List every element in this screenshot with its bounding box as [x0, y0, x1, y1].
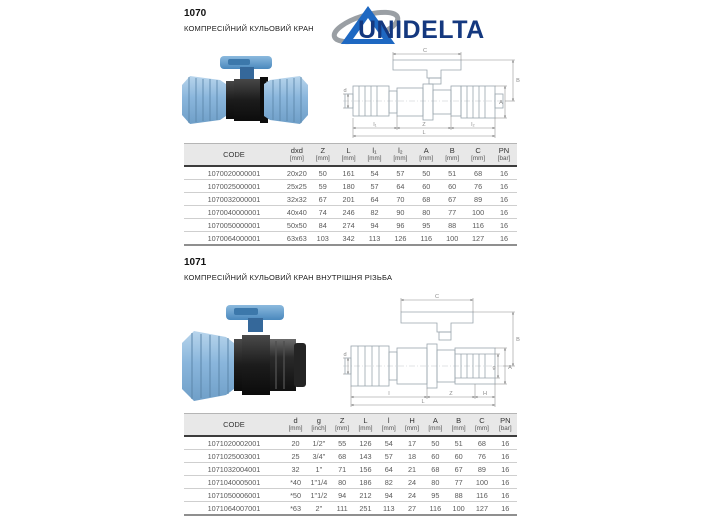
- table-cell: 1071025003001: [184, 450, 284, 463]
- dim-label-l: l: [388, 391, 390, 397]
- table-cell: 82: [377, 476, 400, 489]
- table-cell: 51: [447, 436, 470, 450]
- table-cell: 67: [447, 463, 470, 476]
- table-cell: 16: [491, 180, 517, 193]
- table-cell: 25x25: [284, 180, 310, 193]
- column-header: l₂ [mm]: [387, 144, 413, 167]
- section-title-1071: КОМПРЕСІЙНИЙ КУЛЬОВИЙ КРАН ВНУТРІШНЯ РІЗЬБА: [184, 273, 393, 282]
- table-cell: 126: [387, 232, 413, 246]
- table-cell: 82: [362, 206, 388, 219]
- table-cell: 88: [439, 219, 465, 232]
- dim-label-h: H: [482, 391, 488, 397]
- table-cell: 64: [377, 463, 400, 476]
- dim-label-L: L: [421, 399, 425, 405]
- table-cell: 64: [387, 180, 413, 193]
- table-cell: 51: [439, 166, 465, 180]
- table-cell: 16: [491, 232, 517, 246]
- table-cell: 76: [470, 450, 493, 463]
- table-cell: 17: [400, 436, 423, 450]
- table-cell: 50: [424, 436, 447, 450]
- column-header: B [mm]: [439, 144, 465, 167]
- table-cell: 16: [494, 502, 517, 516]
- column-header: L [mm]: [354, 414, 377, 437]
- table-cell: 80: [413, 206, 439, 219]
- table-cell: 96: [387, 219, 413, 232]
- column-header: B [mm]: [447, 414, 470, 437]
- table-cell: 63x63: [284, 232, 310, 246]
- compression-nut: [182, 331, 234, 401]
- dim-label-l2: l₂: [471, 122, 475, 128]
- table-cell: 67: [310, 193, 336, 206]
- table-cell: 2": [307, 502, 330, 516]
- table-cell: 143: [354, 450, 377, 463]
- dim-label-z: Z: [449, 391, 453, 397]
- table-cell: 100: [465, 206, 491, 219]
- dim-label-d: d: [343, 352, 347, 358]
- table-cell: 1071032004001: [184, 463, 284, 476]
- column-header: Z [mm]: [331, 414, 354, 437]
- table-cell: 54: [377, 436, 400, 450]
- table-row: [184, 180, 517, 193]
- column-header: l₁ [mm]: [362, 144, 388, 167]
- table-cell: 111: [331, 502, 354, 516]
- table-cell: 57: [377, 450, 400, 463]
- column-header: CODE: [184, 144, 284, 167]
- table-cell: 251: [354, 502, 377, 516]
- table-cell: 60: [413, 180, 439, 193]
- table-cell: 25: [284, 450, 307, 463]
- female-thread-end: [270, 339, 296, 391]
- table-cell: 94: [377, 489, 400, 502]
- dim-label-a: A: [508, 365, 512, 371]
- table-cell: 16: [491, 166, 517, 180]
- table-cell: 54: [362, 166, 388, 180]
- dim-label-a: A: [499, 100, 503, 106]
- dim-label-z: Z: [422, 122, 426, 128]
- table-cell: 95: [424, 489, 447, 502]
- table-cell: 60: [447, 450, 470, 463]
- table-cell: 113: [362, 232, 388, 246]
- table-cell: 1/2": [307, 436, 330, 450]
- table-cell: 68: [465, 166, 491, 180]
- technical-drawing-1070: [343, 48, 521, 141]
- table-cell: 156: [354, 463, 377, 476]
- dim-label-L: L: [422, 130, 426, 136]
- table-cell: 50: [413, 166, 439, 180]
- table-cell: 1070040000001: [184, 206, 284, 219]
- table-cell: 76: [465, 180, 491, 193]
- table-cell: 84: [310, 219, 336, 232]
- table-cell: 16: [494, 476, 517, 489]
- table-cell: 59: [310, 180, 336, 193]
- table-cell: 1070032000001: [184, 193, 284, 206]
- section-code-1071: 1071: [184, 257, 207, 268]
- table-cell: *50: [284, 489, 307, 502]
- column-header: g [inch]: [307, 414, 330, 437]
- table-cell: 116: [470, 489, 493, 502]
- column-header: H [mm]: [400, 414, 423, 437]
- table-cell: 116: [413, 232, 439, 246]
- table-cell: 161: [336, 166, 362, 180]
- table-header-row: [184, 144, 517, 167]
- table-row: [184, 502, 517, 516]
- table-cell: 32: [284, 463, 307, 476]
- table-cell: 68: [413, 193, 439, 206]
- table-row: [184, 450, 517, 463]
- table-cell: 100: [439, 232, 465, 246]
- logo-text: UNIDELTA: [358, 16, 485, 44]
- product-photo-1070: [180, 53, 310, 135]
- table-cell: 246: [336, 206, 362, 219]
- dim-label-g: g: [492, 365, 496, 371]
- table-cell: 1070025000001: [184, 180, 284, 193]
- table-cell: 50: [310, 166, 336, 180]
- column-header: C [mm]: [465, 144, 491, 167]
- table-cell: 21: [400, 463, 423, 476]
- table-cell: 68: [331, 450, 354, 463]
- table-cell: 127: [465, 232, 491, 246]
- table-cell: 1070064000001: [184, 232, 284, 246]
- table-cell: 50x50: [284, 219, 310, 232]
- technical-drawing-1071: [343, 292, 521, 410]
- dim-label-b: B: [516, 337, 520, 343]
- column-header: dxd [mm]: [284, 144, 310, 167]
- table-cell: 1071020002001: [184, 436, 284, 450]
- column-header: l [mm]: [377, 414, 400, 437]
- column-header: A [mm]: [413, 144, 439, 167]
- table-cell: 20x20: [284, 166, 310, 180]
- table-cell: 126: [354, 436, 377, 450]
- table-cell: 89: [470, 463, 493, 476]
- table-row: [184, 232, 517, 246]
- table-cell: 16: [494, 436, 517, 450]
- unidelta-logo: [330, 5, 508, 47]
- table-cell: 24: [400, 489, 423, 502]
- table-cell: 16: [494, 463, 517, 476]
- table-cell: 20: [284, 436, 307, 450]
- table-cell: 1"1/4: [307, 476, 330, 489]
- dim-label-c: C: [434, 294, 440, 300]
- table-cell: 274: [336, 219, 362, 232]
- table-cell: 180: [336, 180, 362, 193]
- column-header: C [mm]: [470, 414, 493, 437]
- table-row: [184, 166, 517, 180]
- table-cell: 1"1/2: [307, 489, 330, 502]
- table-cell: 100: [470, 476, 493, 489]
- table-cell: 16: [491, 206, 517, 219]
- table-cell: 116: [424, 502, 447, 516]
- table-cell: 40x40: [284, 206, 310, 219]
- product-photo-1071: [180, 297, 310, 407]
- table-cell: 1071064007001: [184, 502, 284, 516]
- table-cell: 16: [491, 193, 517, 206]
- table-row: [184, 219, 517, 232]
- table-cell: 212: [354, 489, 377, 502]
- table-cell: 100: [447, 502, 470, 516]
- table-cell: 94: [362, 219, 388, 232]
- table-cell: 113: [377, 502, 400, 516]
- dim-label-l1: l₁: [373, 122, 377, 128]
- table-cell: 70: [387, 193, 413, 206]
- column-header: Z [mm]: [310, 144, 336, 167]
- table-cell: 74: [310, 206, 336, 219]
- table-cell: 94: [331, 489, 354, 502]
- table-cell: 88: [447, 489, 470, 502]
- table-cell: *40: [284, 476, 307, 489]
- column-header: PN [bar]: [491, 144, 517, 167]
- table-row: [184, 489, 517, 502]
- dimensions-table-1071: [184, 413, 517, 516]
- table-header-row: [184, 414, 517, 437]
- dim-label-d: d: [343, 88, 347, 94]
- table-cell: 95: [413, 219, 439, 232]
- dimensions-table-1070: [184, 143, 517, 246]
- table-row: [184, 463, 517, 476]
- table-cell: 60: [439, 180, 465, 193]
- table-cell: 32x32: [284, 193, 310, 206]
- table-cell: 342: [336, 232, 362, 246]
- table-cell: 80: [424, 476, 447, 489]
- dim-label-b: B: [516, 78, 520, 84]
- valve-body: [234, 79, 262, 121]
- table-cell: 186: [354, 476, 377, 489]
- valve-body: [242, 335, 270, 395]
- table-cell: 103: [310, 232, 336, 246]
- table-row: [184, 206, 517, 219]
- table-cell: *63: [284, 502, 307, 516]
- column-header: A [mm]: [424, 414, 447, 437]
- table-cell: 27: [400, 502, 423, 516]
- table-cell: 16: [494, 450, 517, 463]
- table-cell: 18: [400, 450, 423, 463]
- table-cell: 1": [307, 463, 330, 476]
- table-cell: 16: [494, 489, 517, 502]
- section-code-1070: 1070: [184, 8, 207, 19]
- table-cell: 1071050006001: [184, 489, 284, 502]
- table-cell: 60: [424, 450, 447, 463]
- table-row: [184, 436, 517, 450]
- table-cell: 55: [331, 436, 354, 450]
- unidelta-logo-icon: [330, 5, 508, 47]
- table-cell: 1070050000001: [184, 219, 284, 232]
- table-cell: 77: [439, 206, 465, 219]
- dim-label-c: C: [422, 48, 428, 54]
- column-header: L [mm]: [336, 144, 362, 167]
- table-cell: 89: [465, 193, 491, 206]
- table-row: [184, 193, 517, 206]
- column-header: PN [bar]: [494, 414, 517, 437]
- table-cell: 80: [331, 476, 354, 489]
- table-cell: 68: [470, 436, 493, 450]
- table-row: [184, 476, 517, 489]
- table-cell: 68: [424, 463, 447, 476]
- table-cell: 71: [331, 463, 354, 476]
- column-header: CODE: [184, 414, 284, 437]
- table-cell: 201: [336, 193, 362, 206]
- table-cell: 64: [362, 193, 388, 206]
- table-cell: 1070020000001: [184, 166, 284, 180]
- table-cell: 67: [439, 193, 465, 206]
- table-cell: 57: [362, 180, 388, 193]
- table-cell: 24: [400, 476, 423, 489]
- table-cell: 77: [447, 476, 470, 489]
- table-cell: 90: [387, 206, 413, 219]
- table-cell: 116: [465, 219, 491, 232]
- table-cell: 57: [387, 166, 413, 180]
- table-cell: 3/4": [307, 450, 330, 463]
- section-title-1070: КОМПРЕСІЙНИЙ КУЛЬОВИЙ КРАН: [184, 24, 314, 33]
- table-cell: 16: [491, 219, 517, 232]
- column-header: d [mm]: [284, 414, 307, 437]
- table-cell: 127: [470, 502, 493, 516]
- table-cell: 1071040005001: [184, 476, 284, 489]
